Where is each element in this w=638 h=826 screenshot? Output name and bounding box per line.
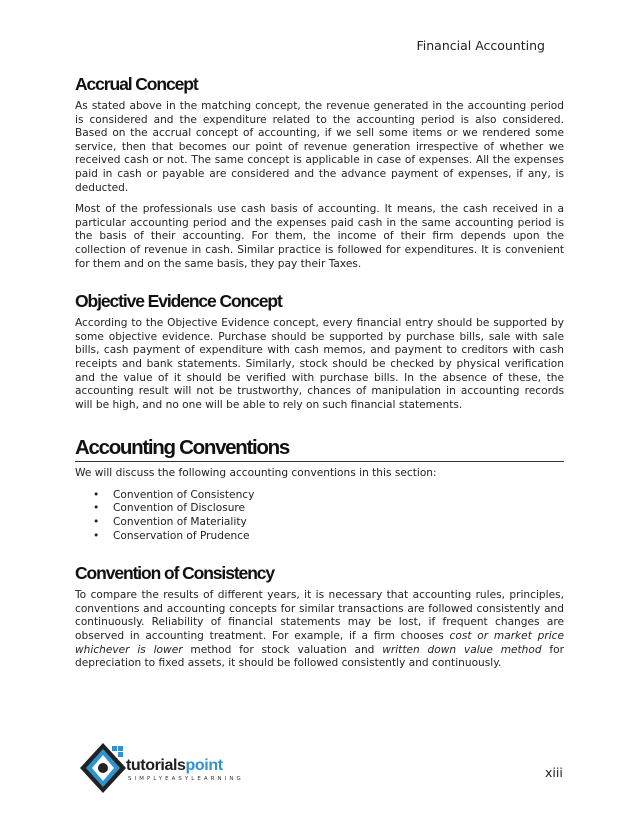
section-heading-conventions: Accounting Conventions [75, 436, 564, 462]
accrual-paragraph-1: As stated above in the matching concept, the revenue generated in the accounting period is considered and the expenditure related to the accounting period is also considered. Based on the accrual concept of accounting, if we sell some items or we rendered some service, then that becomes our point of revenue generation irrespective of whether we received cash or not. The same concept is applicable in case of expenses. All the expenses paid in cash or payable are considered and the advance payment of expenses, if any, is deducted. [75, 100, 564, 194]
list-item: • Convention of Materiality [113, 516, 564, 530]
logo-wordmark: tutorialspoint [126, 757, 223, 774]
section-heading-accrual: Accrual Concept [75, 74, 198, 94]
conventions-list [75, 489, 564, 543]
page-content [75, 74, 564, 679]
page-number: xiii [545, 765, 563, 780]
list-item: • Convention of Disclosure [113, 502, 564, 516]
list-item: • Convention of Consistency [113, 489, 564, 503]
consistency-paragraph: To compare the results of different years, it is necessary that accounting rules, principles, conventions and accounting concepts for similar transactions are followed consistently and continuously. Reliability of financial statements may be lost, if frequent changes are observed in accounting treatment. For example, if a firm chooses cost or market price whichever is lower method for stock valuation and written down value method for depreciation to fixed assets, it should be followed consistently and continuously. [75, 589, 564, 670]
conventions-intro: We will discuss the following accounting conventions in this section: [75, 467, 437, 480]
section-heading-objective: Objective Evidence Concept [75, 291, 282, 312]
section-heading-consistency: Convention of Consistency [75, 563, 275, 584]
objective-paragraph: According to the Objective Evidence concept, every financial entry should be supported by some objective evidence. Purchase should be supported by purchase bills, sale with sale bills, cash payment of expenditure with cash memos, and payment to creditors with cash receipts and bank statements. Similarly, stock should be checked by physical verification and the value of it should be verified with purchase bills. In the absence of these, the accounting result will not be trustworthy, chances of manipulation in accounting records will be high, and no one will be able to rely on such financial statements. [75, 317, 564, 411]
accrual-paragraph-2: Most of the professionals use cash basis of accounting. It means, the cash received in a particular accounting period and the expenses paid cash in the same accounting period is the basis of their accounting. For them, the income of their firm depends upon the collection of revenue in cash. Similar practice is followed for expenditures. It is convenient for them and on the same basis, they pay their Taxes. [75, 203, 564, 270]
running-header: Financial Accounting [416, 38, 545, 53]
logo-tagline: SIMPLYEASYLEARNING [128, 776, 244, 782]
list-item: • Conservation of Prudence [113, 530, 564, 544]
